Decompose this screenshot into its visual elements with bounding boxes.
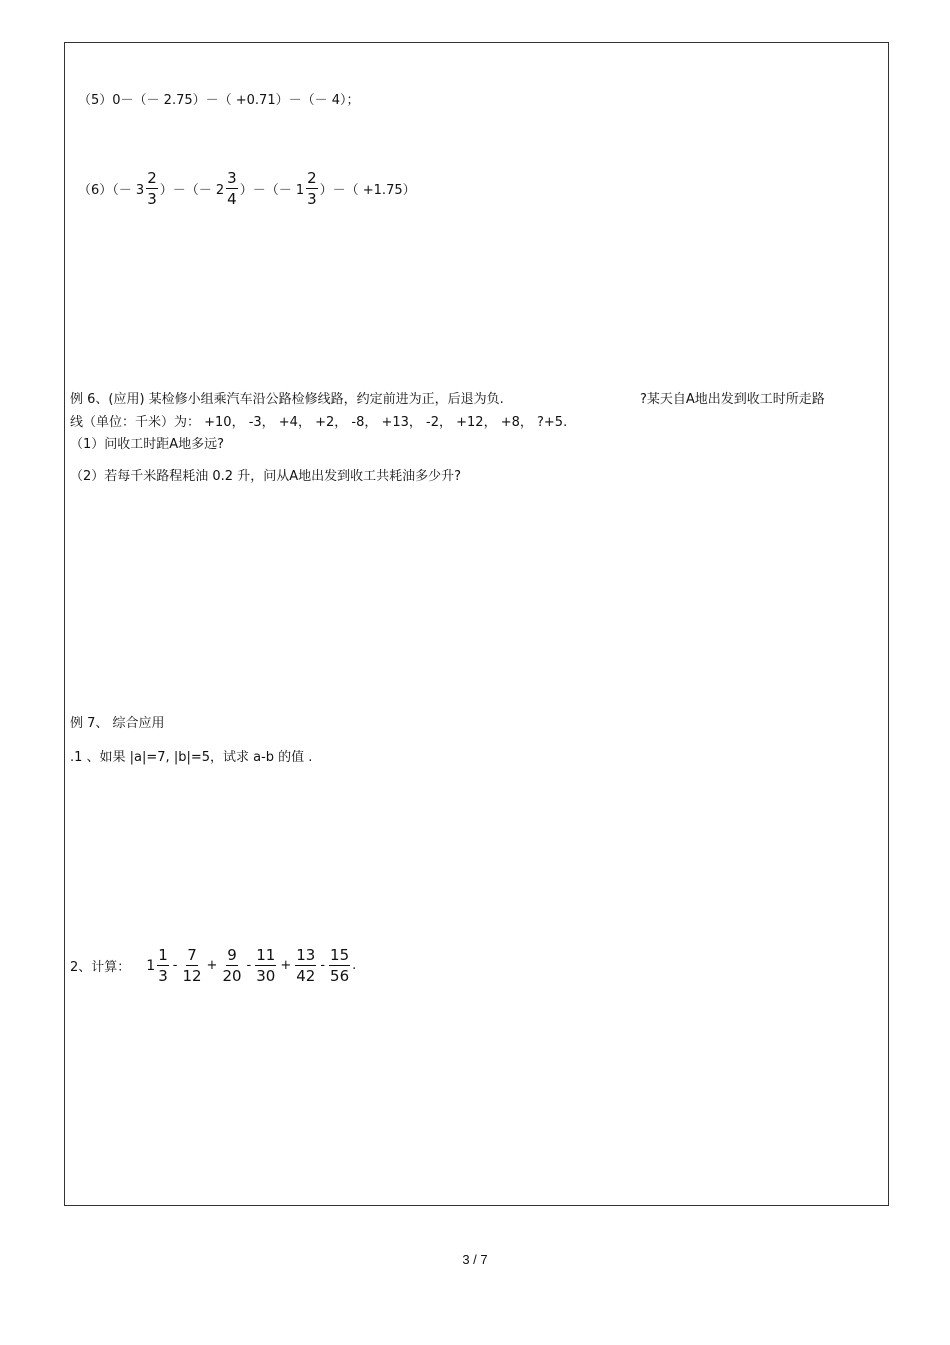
question-2-label: 2、计算： [70,960,131,975]
problem-6-mid-1: ）－（－ 2 [159,183,225,198]
numerator: 1 [158,946,168,964]
example-7-question-2 [70,945,356,986]
denominator: 30 [256,967,276,985]
denominator: 3 [158,967,168,985]
denominator: 4 [227,190,237,208]
content-frame [64,42,889,1206]
denominator: 56 [330,967,350,985]
fraction [306,168,318,209]
fraction [329,945,350,986]
numerator: 7 [187,946,197,964]
operator: - [246,958,252,973]
example-6-line-1: 例 6、(应用) 某检修小组乘汽车沿公路检修线路，约定前进为正，后退为负. [70,392,504,407]
example-6-question-2: （2）若每千米路程耗油 0.2 升，问从A地出发到收工共耗油多少升? [70,469,462,484]
numerator: 11 [256,946,276,964]
fraction [226,168,238,209]
numerator: 15 [330,946,350,964]
numerator: 2 [307,169,317,187]
fraction [255,945,276,986]
problem-6-prefix: （6）（－ 3 [78,183,145,198]
numerator: 9 [227,946,237,964]
operator: - [172,958,178,973]
operator: + [280,958,292,973]
example-7-title: 例 7、 综合应用 [70,716,165,731]
denominator: 3 [147,190,157,208]
example-6-line-2: 线（单位：千米）为： +10， -3， +4， +2， -8， +13， -2， +12， +8， ?+5. [70,415,568,430]
fraction [157,945,169,986]
end-period: . [352,958,357,973]
denominator: 42 [296,967,316,985]
example-6-line-1-tail: ?某天自A地出发到收工时所走路 [640,392,825,407]
problem-5: （5）0－（－ 2.75）－（ +0.71）－（－ 4）； [78,93,360,108]
numerator: 2 [147,169,157,187]
denominator: 12 [182,967,202,985]
page-number: 3 / 7 [462,1252,488,1267]
operator: - [320,958,326,973]
numerator: 13 [296,946,316,964]
fraction [146,168,158,209]
denominator: 20 [222,967,242,985]
problem-6-suffix: ）－（ +1.75） [319,183,416,198]
denominator: 3 [307,190,317,208]
example-6-question-1: （1）问收工时距A地多远? [70,437,225,452]
fraction [295,945,316,986]
operator: + [206,958,218,973]
fraction [221,945,242,986]
numerator: 3 [227,169,237,187]
whole-number: 1 [146,957,156,974]
example-7-question-1: .1 、如果 |a|=7, |b|=5，试求 a-b 的值 . [70,750,313,765]
fraction [181,945,202,986]
problem-6-mid-2: ）－（－ 1 [239,183,305,198]
problem-6 [78,168,416,209]
